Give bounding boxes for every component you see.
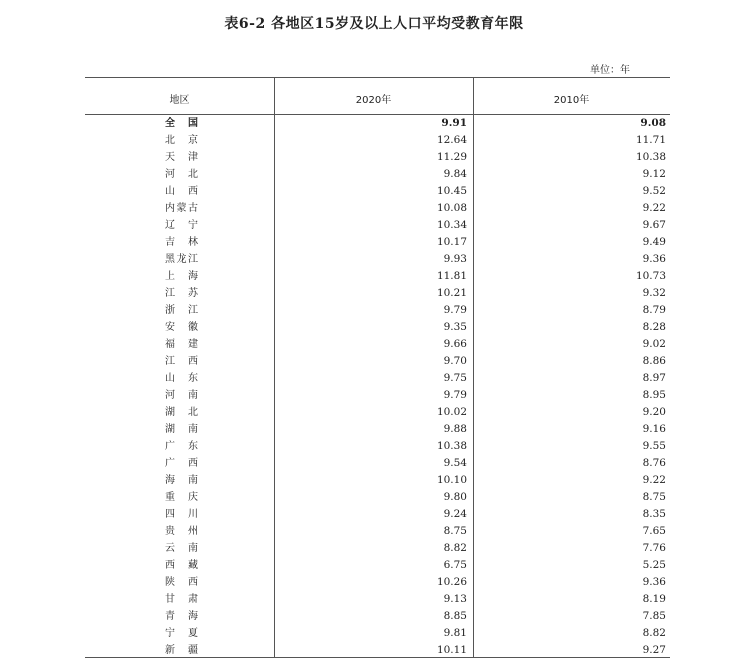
- table-row: [85, 166, 670, 183]
- region-cell: 新疆: [165, 645, 198, 656]
- table-row: [85, 557, 670, 574]
- value-2020-cell: 10.02: [436, 406, 467, 418]
- table-row: [85, 268, 670, 285]
- value-2010-cell: 11.71: [635, 134, 666, 146]
- table-row: [85, 608, 670, 625]
- table-row: [85, 574, 670, 591]
- value-2010-cell: 9.36: [642, 576, 666, 588]
- value-2020-cell: 9.54: [443, 457, 467, 469]
- table-row-total: [85, 115, 670, 132]
- value-2010-cell: 7.65: [642, 525, 666, 537]
- region-cell: 河南: [165, 390, 198, 401]
- value-2010-cell: 9.49: [642, 236, 666, 248]
- value-2020-cell: 10.45: [436, 185, 467, 197]
- value-2010-cell: 8.82: [642, 627, 666, 639]
- header-2010: 2010年: [553, 95, 590, 106]
- table-row: [85, 540, 670, 557]
- value-2010-cell: 9.52: [642, 185, 666, 197]
- table-top-rule: [85, 77, 670, 78]
- value-2010-cell: 7.76: [642, 542, 666, 554]
- region-cell: 河北: [165, 169, 198, 180]
- value-2020-cell: 9.88: [443, 423, 467, 435]
- value-2020-cell: 10.11: [436, 644, 467, 656]
- table-row: [85, 472, 670, 489]
- value-2020-cell: 9.93: [443, 253, 467, 265]
- value-2020-cell: 9.13: [443, 593, 467, 605]
- table-row: [85, 642, 670, 659]
- value-2020-cell: 10.34: [436, 219, 467, 231]
- table-title: 表6-2 各地区15岁及以上人口平均受教育年限: [224, 16, 524, 32]
- table-row: [85, 336, 670, 353]
- table-row: [85, 285, 670, 302]
- value-2020-cell: 9.35: [443, 321, 467, 333]
- table-row: [85, 438, 670, 455]
- unit-label: 单位：年: [590, 65, 630, 76]
- value-2020-cell: 11.81: [436, 270, 467, 282]
- value-2020-cell: 10.10: [436, 474, 467, 486]
- region-cell: 陕西: [165, 577, 198, 588]
- table-row: [85, 302, 670, 319]
- table-body: [85, 115, 670, 659]
- table-row: [85, 200, 670, 217]
- value-2010-cell: 9.36: [642, 253, 666, 265]
- value-2020-cell: 9.84: [443, 168, 467, 180]
- region-cell: 黑龙江: [165, 254, 198, 265]
- value-2020-cell: 10.17: [436, 236, 467, 248]
- value-2020-cell: 9.66: [443, 338, 467, 350]
- region-cell: 安徽: [165, 322, 198, 333]
- region-cell: 上海: [165, 271, 198, 282]
- value-2010-cell: 8.79: [642, 304, 666, 316]
- region-cell: 湖北: [165, 407, 198, 418]
- table-row: [85, 455, 670, 472]
- table-row: [85, 149, 670, 166]
- table-row: [85, 251, 670, 268]
- value-2010-cell: 10.38: [635, 151, 666, 163]
- value-2020-cell: 9.79: [443, 389, 467, 401]
- value-2010-cell: 7.85: [642, 610, 666, 622]
- value-2010-cell: 9.08: [640, 117, 666, 129]
- value-2020-cell: 9.79: [443, 304, 467, 316]
- region-cell: 四川: [165, 509, 198, 520]
- region-cell: 山西: [165, 186, 198, 197]
- data-table: [85, 77, 670, 658]
- table-row: [85, 217, 670, 234]
- region-cell: 山东: [165, 373, 198, 384]
- region-cell: 广西: [165, 458, 198, 469]
- value-2020-cell: 12.64: [436, 134, 467, 146]
- value-2010-cell: 9.02: [642, 338, 666, 350]
- region-cell: 甘肃: [165, 594, 198, 605]
- value-2020-cell: 9.81: [443, 627, 467, 639]
- value-2020-cell: 8.85: [443, 610, 467, 622]
- table-row: [85, 319, 670, 336]
- region-cell: 内蒙古: [165, 203, 198, 214]
- value-2020-cell: 8.75: [443, 525, 467, 537]
- value-2010-cell: 8.35: [642, 508, 666, 520]
- region-cell: 浙江: [165, 305, 198, 316]
- table-row: [85, 489, 670, 506]
- value-2010-cell: 9.67: [642, 219, 666, 231]
- region-cell: 贵州: [165, 526, 198, 537]
- header-2020: 2020年: [355, 95, 392, 106]
- value-2020-cell: 10.26: [436, 576, 467, 588]
- region-cell: 江西: [165, 356, 198, 367]
- region-cell: 辽宁: [165, 220, 198, 231]
- region-cell: 天津: [165, 152, 198, 163]
- value-2010-cell: 8.76: [642, 457, 666, 469]
- table-row: [85, 591, 670, 608]
- table-row: [85, 353, 670, 370]
- value-2010-cell: 8.95: [642, 389, 666, 401]
- table-row: [85, 404, 670, 421]
- value-2020-cell: 9.70: [443, 355, 467, 367]
- region-cell: 宁夏: [165, 628, 198, 639]
- table-row: [85, 370, 670, 387]
- region-cell: 北京: [165, 135, 198, 146]
- value-2010-cell: 8.97: [642, 372, 666, 384]
- value-2010-cell: 8.28: [642, 321, 666, 333]
- value-2010-cell: 5.25: [642, 559, 666, 571]
- value-2010-cell: 9.27: [642, 644, 666, 656]
- region-cell: 重庆: [165, 492, 198, 503]
- value-2010-cell: 9.16: [642, 423, 666, 435]
- value-2010-cell: 9.20: [642, 406, 666, 418]
- value-2010-cell: 9.22: [642, 474, 666, 486]
- value-2010-cell: 8.75: [642, 491, 666, 503]
- value-2020-cell: 9.80: [443, 491, 467, 503]
- region-cell: 广东: [165, 441, 198, 452]
- value-2010-cell: 8.19: [642, 593, 666, 605]
- value-2020-cell: 10.38: [436, 440, 467, 452]
- value-2010-cell: 8.86: [642, 355, 666, 367]
- table-row: [85, 506, 670, 523]
- value-2020-cell: 11.29: [436, 151, 467, 163]
- region-cell: 江苏: [165, 288, 198, 299]
- table-row: [85, 234, 670, 251]
- value-2020-cell: 10.21: [436, 287, 467, 299]
- value-2010-cell: 9.12: [642, 168, 666, 180]
- value-2020-cell: 8.82: [443, 542, 467, 554]
- table-row: [85, 387, 670, 404]
- header-region: 地区: [169, 95, 190, 106]
- value-2020-cell: 9.75: [443, 372, 467, 384]
- region-cell: 福建: [165, 339, 198, 350]
- value-2010-cell: 10.73: [635, 270, 666, 282]
- table-row: [85, 183, 670, 200]
- value-2020-cell: 6.75: [443, 559, 467, 571]
- value-2020-cell: 9.24: [443, 508, 467, 520]
- value-2020-cell: 9.91: [441, 117, 467, 129]
- region-cell: 云南: [165, 543, 198, 554]
- value-2020-cell: 10.08: [436, 202, 467, 214]
- region-cell: 全国: [165, 118, 198, 129]
- region-cell: 湖南: [165, 424, 198, 435]
- region-cell: 青海: [165, 611, 198, 622]
- region-cell: 吉林: [165, 237, 198, 248]
- table-row: [85, 421, 670, 438]
- table-row: [85, 625, 670, 642]
- value-2010-cell: 9.32: [642, 287, 666, 299]
- region-cell: 西藏: [165, 560, 198, 571]
- table-row: [85, 523, 670, 540]
- value-2010-cell: 9.55: [642, 440, 666, 452]
- value-2010-cell: 9.22: [642, 202, 666, 214]
- region-cell: 海南: [165, 475, 198, 486]
- table-row: [85, 132, 670, 149]
